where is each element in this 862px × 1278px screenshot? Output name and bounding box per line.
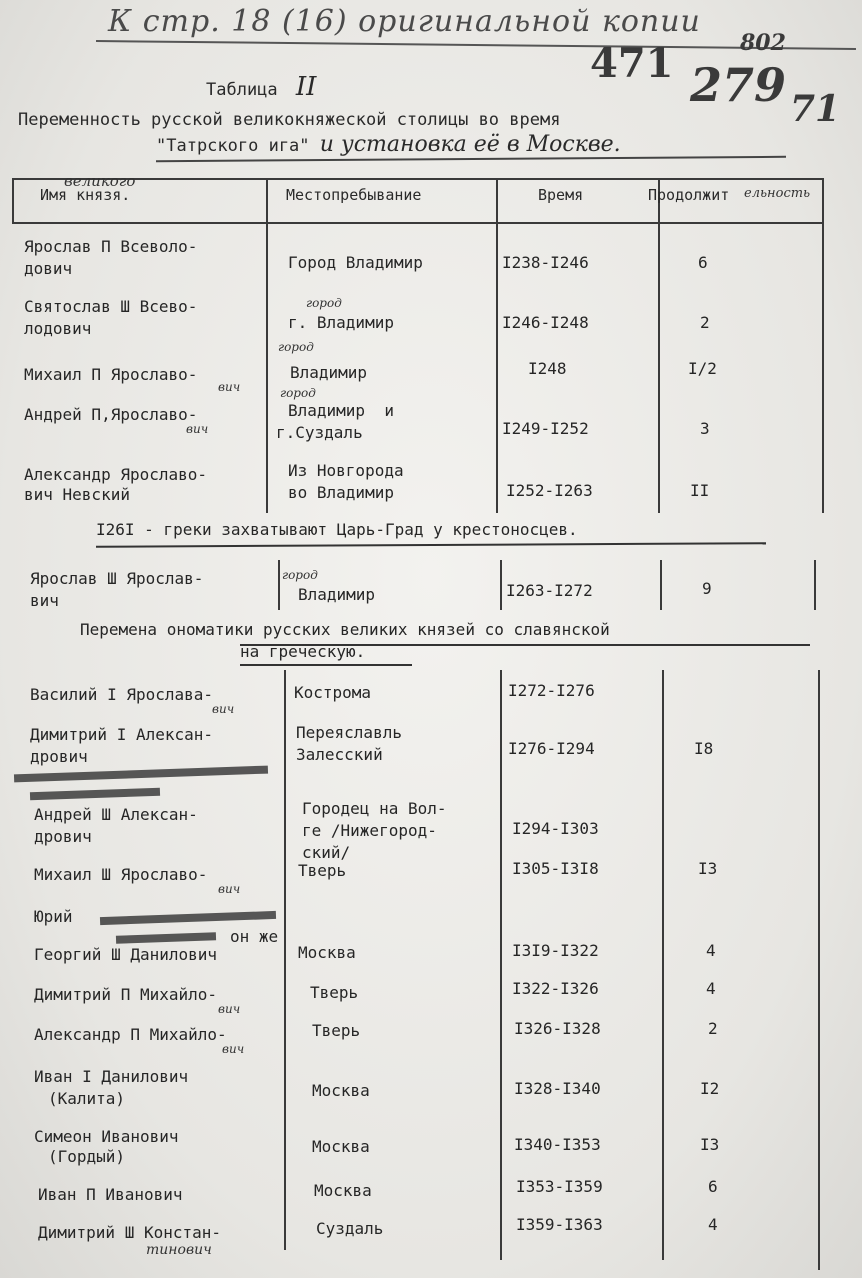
row-3-place-hand: город — [278, 340, 314, 354]
row-5-duration: II — [690, 481, 710, 500]
row-4-time: I249-I252 — [502, 419, 589, 438]
row-4-name: Андрей П,Ярославо- — [24, 405, 198, 424]
row-1-place: Город Владимир — [288, 253, 423, 272]
subtitle-line-2 — [156, 132, 621, 157]
row-7-name: Василий I Ярослава- — [30, 685, 214, 704]
row-8-place-l2: Залесский — [296, 745, 383, 764]
archive-number-3: 802 — [740, 30, 786, 56]
row-15-name-l2: (Калита) — [48, 1089, 126, 1108]
table-right-border-c — [818, 670, 820, 1270]
strikethrough-1 — [14, 766, 268, 783]
col-divider-2c — [500, 670, 502, 1260]
row-3-time: I248 — [528, 359, 567, 378]
handwritten-header: К стр. 18 (16) оригинальной копии — [108, 4, 701, 39]
col-divider-1a — [266, 178, 268, 513]
row-9-place-l3: ский/ — [302, 843, 351, 862]
row-2-name-l2: лодович — [24, 319, 92, 338]
row-5-place-l2: во Владимир — [288, 483, 394, 502]
row-18-time: I359-I363 — [516, 1215, 603, 1234]
row-5-name-l1: Александр Ярославо- — [24, 465, 208, 484]
row-13-place: Тверь — [310, 983, 359, 1002]
col-divider-3a — [658, 178, 660, 513]
row-18-place: Суздаль — [316, 1219, 384, 1238]
row-16-duration: I3 — [700, 1135, 720, 1154]
row-15-name-l1: Иван I Данилович — [34, 1067, 189, 1086]
row-2-time: I246-I248 — [502, 313, 589, 332]
row-9-name-l1: Андрей Ш Алексан- — [34, 805, 198, 824]
row-3-name-hand: вич — [218, 380, 241, 394]
row-1-duration: 6 — [698, 253, 708, 272]
row-6-place-hand: город — [282, 568, 318, 582]
col-header-duration-hand: ельность — [744, 186, 811, 201]
row-8-place-l1: Переяславль — [296, 723, 402, 742]
row-14-time: I326-I328 — [514, 1019, 601, 1038]
row-13-time: I322-I326 — [512, 979, 599, 998]
row-3-place: Владимир — [290, 363, 368, 382]
row-14-name: Александр П Михайло- — [34, 1025, 227, 1044]
col-divider-2b — [500, 560, 502, 610]
row-2-duration: 2 — [700, 313, 710, 332]
row-16-name-l1: Симеон Иванович — [34, 1127, 179, 1146]
row-8-duration: I8 — [694, 739, 714, 758]
row-10-duration: I3 — [698, 859, 718, 878]
col-header-name: Имя князя. — [40, 186, 131, 204]
row-3-duration: I/2 — [688, 359, 717, 378]
row-8-time: I276-I294 — [508, 739, 595, 758]
row-15-place: Москва — [312, 1081, 370, 1100]
archive-number-4: 71 — [790, 88, 841, 130]
row-12-place: Москва — [298, 943, 356, 962]
note-onomastics-underline-2 — [240, 664, 412, 666]
row-7-time: I272-I276 — [508, 681, 595, 700]
row-14-place: Тверь — [312, 1021, 361, 1040]
archive-number-2: 279 — [690, 58, 787, 112]
table-right-border-b — [814, 560, 816, 610]
row-9-place-l1: Городец на Вол- — [302, 799, 447, 818]
col-header-place: Местопребывание — [286, 186, 422, 204]
col-divider-1c — [284, 670, 286, 1250]
note-constantinople: I26I - греки захватывают Царь-Град у крестоносцев. — [96, 520, 578, 539]
row-14-duration: 2 — [708, 1019, 718, 1038]
row-6-name-l1: Ярослав Ш Ярослав- — [30, 569, 204, 588]
row-8-name-l2: дрович — [30, 747, 88, 766]
row-10-name-hand: вич — [218, 882, 241, 896]
row-6-time: I263-I272 — [506, 581, 593, 600]
row-17-duration: 6 — [708, 1177, 718, 1196]
row-2-place: г. Владимир — [288, 313, 394, 332]
row-9-place-l2: ге /Нижегород- — [302, 821, 437, 840]
row-4-place-l1: Владимир и — [288, 401, 394, 420]
row-2-name-l1: Святослав Ш Всево- — [24, 297, 198, 316]
row-16-time: I340-I353 — [514, 1135, 601, 1154]
row-9-time: I294-I303 — [512, 819, 599, 838]
row-8-name-l1: Димитрий I Алексан- — [30, 725, 214, 744]
row-15-time: I328-I340 — [514, 1079, 601, 1098]
row-13-duration: 4 — [706, 979, 716, 998]
col-header-time: Время — [538, 186, 584, 204]
row-4-duration: 3 — [700, 419, 710, 438]
table-left-border — [12, 178, 14, 224]
col-divider-3b — [660, 560, 662, 610]
row-13-name-hand: вич — [218, 1002, 241, 1016]
strikethrough-2 — [30, 788, 160, 801]
row-17-place: Москва — [314, 1181, 372, 1200]
row-7-place: Кострома — [294, 683, 372, 702]
row-4-name-hand: вич — [186, 422, 209, 436]
header-bottom-border — [12, 222, 824, 224]
row-11-name: Юрий — [34, 907, 73, 926]
row-14-name-hand: вич — [222, 1042, 245, 1056]
row-6-name-l2: вич — [30, 591, 59, 610]
row-12-duration: 4 — [706, 941, 716, 960]
row-12-time: I3I9-I322 — [512, 941, 599, 960]
note-onomastics-l2: на греческую. — [240, 642, 366, 661]
col-divider-2a — [496, 178, 498, 513]
row-7-name-hand: вич — [212, 702, 235, 716]
row-16-place: Москва — [312, 1137, 370, 1156]
row-5-place-l1: Из Новгорода — [288, 461, 404, 480]
col-header-name-insert: великого — [64, 172, 136, 190]
row-9-name-l2: дрович — [34, 827, 92, 846]
row-10-time: I305-I3I8 — [512, 859, 599, 878]
row-4-place-l2: г.Суздаль — [276, 423, 363, 442]
row-1-name-l1: Ярослав П Всеволо- — [24, 237, 198, 256]
row-15-duration: I2 — [700, 1079, 720, 1098]
subtitle-line-1: Переменность русской великокняжеской столицы во время — [18, 110, 561, 130]
archive-number-1: 471 — [590, 40, 674, 87]
row-10-place: Тверь — [298, 861, 347, 880]
row-2-place-hand: город — [306, 296, 342, 310]
strikethrough-4 — [116, 932, 216, 943]
row-1-name-l2: дович — [24, 259, 73, 278]
row-13-name: Димитрий П Михайло- — [34, 985, 218, 1004]
row-12-name: Георгий Ш Данилович — [34, 945, 218, 964]
subtitle-typed: "Татрского ига" — [156, 136, 310, 156]
row-16-name-l2: (Гордый) — [48, 1147, 126, 1166]
row-18-duration: 4 — [708, 1215, 718, 1234]
row-17-time: I353-I359 — [516, 1177, 603, 1196]
table-right-border-a — [822, 178, 824, 513]
row-1-time: I238-I246 — [502, 253, 589, 272]
note-constantinople-underline — [96, 542, 766, 548]
row-5-name-l2: вич Невский — [24, 485, 130, 504]
col-divider-1b — [278, 560, 280, 610]
row-11-name-tail: он же — [230, 927, 279, 946]
row-4-place-hand: город — [280, 386, 316, 400]
row-6-place: Владимир — [298, 585, 376, 604]
row-6-duration: 9 — [702, 579, 712, 598]
note-onomastics-l1: Перемена ономатики русских великих князей со славянской — [80, 620, 610, 639]
strikethrough-3 — [100, 911, 276, 925]
row-5-time: I252-I263 — [506, 481, 593, 500]
table-title — [206, 72, 316, 102]
row-17-name: Иван П Иванович — [38, 1185, 183, 1204]
subtitle-handwritten: и установка её в Москве. — [319, 132, 621, 157]
table-title-label: Таблица — [206, 80, 278, 100]
row-18-name-hand: тинович — [146, 1242, 212, 1258]
col-divider-3c — [662, 670, 664, 1260]
row-3-name: Михаил П Ярославо- — [24, 365, 198, 384]
row-18-name: Димитрий Ш Констан- — [38, 1223, 222, 1242]
col-header-duration: Продолжит — [648, 186, 730, 204]
table-title-number: II — [295, 72, 317, 102]
row-10-name: Михаил Ш Ярославо- — [34, 865, 208, 884]
